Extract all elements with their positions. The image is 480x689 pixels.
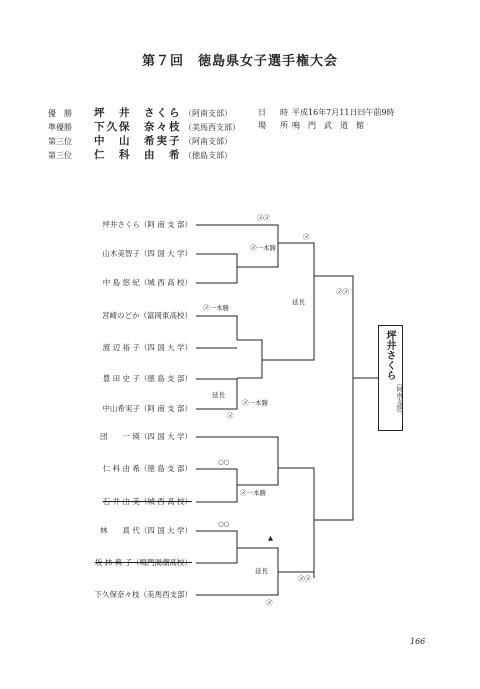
match-annotation: 延長 <box>255 567 268 575</box>
match-annotation: ○○ <box>218 520 230 528</box>
result-rank: 優 勝 <box>48 109 72 118</box>
date-label: 日 時 <box>258 108 291 117</box>
champion-club: （阿南支部） <box>395 380 402 416</box>
champion-box <box>378 325 403 431</box>
page-number: 166 <box>410 637 426 646</box>
match-annotation: ㋱㋱ <box>336 288 349 296</box>
bracket-line <box>278 468 314 578</box>
result-rank: 第三位 <box>48 137 72 146</box>
match-annotation: ▲ <box>268 534 273 542</box>
place-label: 場 所 <box>258 121 291 130</box>
match-annotation: 延長 <box>212 391 225 399</box>
bracket-line <box>196 225 278 243</box>
player-entry-withdrawn: 石 井 由 美（城 西 高 校） <box>102 497 192 506</box>
result-rank: 第三位 <box>48 151 72 160</box>
bracket-line <box>196 254 237 267</box>
bracket-line <box>196 469 237 485</box>
result-name: 坪 井 さくら <box>94 107 182 119</box>
match-annotation: ㋱一本勝 <box>242 399 268 407</box>
player-entry: 団 一 瑛（四 国 大 学） <box>99 432 192 441</box>
player-entry: 林 真 代（四 国 大 学） <box>99 526 192 535</box>
player-entry-withdrawn: 坂 林 典 子（鳴門渦潮高校） <box>94 558 192 567</box>
bracket-line <box>196 572 278 595</box>
champion-name: 坪井さくら <box>384 330 395 380</box>
place-value: 鳴 門 武 道 館 <box>292 121 364 130</box>
match-annotation: ㋱一本勝 <box>203 304 229 312</box>
match-annotation: ㋱一本勝 <box>240 489 266 497</box>
player-entry: 中山希実子（阿 南 支 部） <box>102 404 192 413</box>
page-title: 第７回 徳島県女子選手権大会 <box>141 54 338 69</box>
match-annotation: ○○ <box>218 458 230 466</box>
result-club: （阿南支部） <box>184 109 232 118</box>
match-annotation: ㋱ <box>266 599 273 607</box>
player-entry: 坪井さくら（阿 南 支 部） <box>102 220 192 229</box>
bracket-line <box>237 340 262 378</box>
match-annotation: ㋱一本勝 <box>250 244 276 252</box>
player-entry: 渡 辺 裕 子（四 国 大 学） <box>102 343 192 352</box>
match-annotation: 延長 <box>292 298 305 306</box>
result-club: （阿南支部） <box>184 137 232 146</box>
player-entry: 豊 田 史 子（徳 島 支 部） <box>102 374 192 383</box>
date-value: 平成16年7月11日㈰午前9時 <box>292 108 395 117</box>
player-entry: 仁 科 由 希（徳 島 支 部） <box>102 464 192 473</box>
player-entry: 中 島 悠 紀（城 西 高 校） <box>102 278 192 287</box>
result-name: 仁 科 由 希 <box>94 149 182 161</box>
match-annotation: ㋱㋱ <box>257 214 270 222</box>
bracket-line <box>196 437 278 468</box>
match-annotation: ㋱ <box>227 412 234 420</box>
player-entry: 下久保奈々枝（美馬西支部） <box>94 590 192 599</box>
player-entry: 宮崎のどか（富岡東高校） <box>102 311 192 320</box>
bracket-line <box>314 378 353 520</box>
bracket-line <box>196 531 237 548</box>
match-annotation: ㋱ <box>303 233 310 241</box>
bracket-line <box>262 276 314 360</box>
result-rank: 準優勝 <box>48 123 72 132</box>
result-club: （美馬西支部） <box>184 123 240 132</box>
bracket-line <box>196 316 237 340</box>
result-name: 中 山 希実子 <box>94 135 182 147</box>
player-entry: 山木美智子（四 国 大 学） <box>102 249 192 258</box>
result-name: 下久保 奈々枝 <box>94 121 182 133</box>
match-annotation: ㋱㋱ <box>298 575 311 583</box>
result-club: （徳島支部） <box>184 151 232 160</box>
bracket-line <box>278 243 314 276</box>
